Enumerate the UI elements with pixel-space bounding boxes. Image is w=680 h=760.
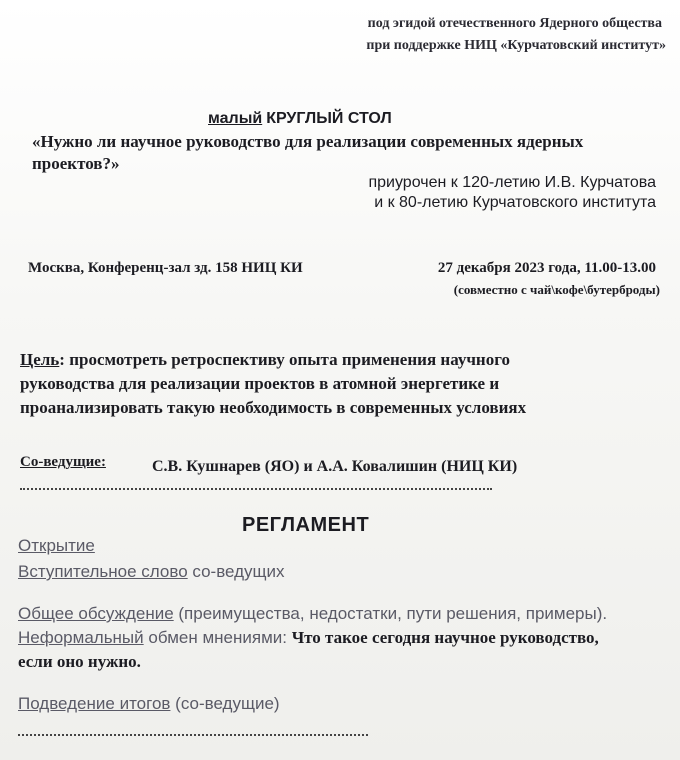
agenda-intro-label: Вступительное слово [18, 562, 188, 581]
goal-line-1 [20, 350, 510, 370]
agenda-intro [18, 562, 285, 582]
hosts-label: Со-ведущие: [20, 454, 106, 470]
event-place: Москва, Конференц-зал зд. 158 НИЦ КИ [28, 260, 303, 276]
agenda-general-label: Общее обсуждение [18, 604, 174, 623]
anniversary-line-2: и к 80-летию Курчатовского института [374, 194, 656, 211]
regulation-title: РЕГЛАМЕНТ [242, 514, 370, 536]
event-note: (совместно с чай\кофе\бутерброды) [453, 282, 660, 297]
agenda-informal-label: Неформальный [18, 628, 144, 647]
agenda-intro-rest: со-ведущих [187, 562, 285, 581]
goal-line-3: проанализировать такую необходимость в современных условиях [20, 398, 527, 417]
title-main: КРУГЛЫЙ СТОЛ [266, 110, 392, 127]
dotted-divider-2 [18, 734, 368, 736]
agenda-general-rest: (преимущества, недостатки, пути решения, примеры). [173, 604, 608, 623]
agenda-opening: Открытие [18, 536, 95, 555]
agenda-informal [18, 628, 599, 648]
agenda-summary-rest: (со-ведущие) [170, 694, 280, 713]
anniversary-line-1: приурочен к 120-летию И.В. Курчатова [368, 174, 656, 191]
agenda-general [18, 604, 607, 624]
header-line-2: при поддержке НИЦ «Курчатовский институт» [366, 38, 666, 53]
hosts-names: С.В. Кушнарев (ЯО) и А.А. Ковалишин (НИЦ КИ) [152, 458, 518, 475]
agenda-summary-label: Подведение итогов [18, 694, 171, 713]
goal-text-1: : просмотреть ретроспективу опыта применения научного [59, 350, 511, 369]
question-line-2: проектов?» [32, 154, 120, 173]
goal-label: Цель [20, 350, 60, 369]
event-date: 27 декабря 2023 года, 11.00-13.00 [437, 260, 656, 276]
question-line-1: «Нужно ли научное руководство для реализации современных ядерных [32, 132, 584, 151]
agenda-summary [18, 694, 280, 714]
header-line-1: под эгидой отечественного Ядерного общества [367, 16, 662, 31]
agenda-informal-bold: Что такое сегодня научное руководство, [291, 628, 599, 647]
event-type-title [208, 110, 392, 128]
dotted-divider-1 [20, 488, 492, 490]
agenda-informal-mid: обмен мнениями: [143, 628, 292, 647]
title-prefix: малый [208, 110, 263, 127]
agenda-informal-bold-2: если оно нужно. [18, 652, 141, 671]
goal-line-2: руководства для реализации проектов в атомной энергетике и [20, 374, 500, 393]
